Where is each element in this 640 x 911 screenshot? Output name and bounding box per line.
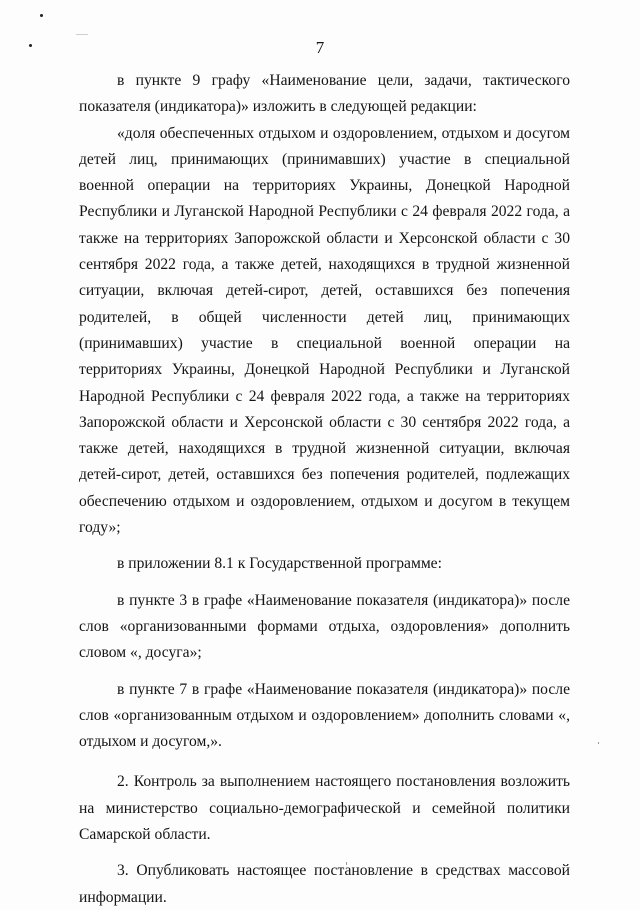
paragraph-item-9-intro: в пункте 9 графу «Наименование цели, задачи, тактического показателя (индикатора)» изложить в следующей редакции: xyxy=(79,72,570,116)
page-number: 7 xyxy=(315,38,325,57)
paragraph-item-7: в пункте 7 в графе «Наименование показателя (индикатора)» после слов «организованным отдыхом и оздоровлением» дополнить словами «, отдыхом и досугом,». xyxy=(79,680,570,751)
paragraph-publish: 3. Опубликовать настоящее постановление в средствах массовой информации. xyxy=(79,862,570,906)
scan-speck xyxy=(40,14,43,17)
paragraph-quoted-indicator: «доля обеспеченных отдыхом и оздоровлением, отдыхом и досугом детей лиц, принимающих (принимавших) участие в специальной военной операции на территориях Украины, Донецкой Народной Республики и Луганской Народной Республики с 24 февраля 2022 года, а также на территориях Запорожской области и Херсонской области с 30 сентября 2022 года, а также детей, находящихся в трудной жизненной ситуации, включая детей-сирот, детей, оставшихся без попечения родителей, в общей численности детей лиц, принимающих (принимавших) участие в специальной военной операции на территориях Украины, Донецкой Народной Республики и Луганской Народной Республики с 24 февраля 2022 года, а также на территориях Запорожской области и Херсонской области с 30 сентября 2022 года, а также детей, находящихся в трудной жизненной ситуации, включая детей-сирот, детей, оставшихся без попечения родителей, подлежащих обеспечению отдыхом и оздоровлением, отдыхом и досугом в текущем году»; xyxy=(79,124,570,537)
paragraph-control: 2. Контроль за выполнением настоящего постановления возложить на министерство социально-демографической и семейной политики Самарской области. xyxy=(79,773,570,844)
paragraph-item-3: в пункте 3 в графе «Наименование показателя (индикатора)» после слов «организованными формами отдыха, оздоровления» дополнить словом «, досуга»; xyxy=(79,591,570,662)
paragraph-appendix-8-1: в приложении 8.1 к Государственной программе: xyxy=(117,555,442,573)
scan-mark xyxy=(598,742,599,744)
scan-mark xyxy=(76,34,88,35)
document-body xyxy=(79,68,570,911)
